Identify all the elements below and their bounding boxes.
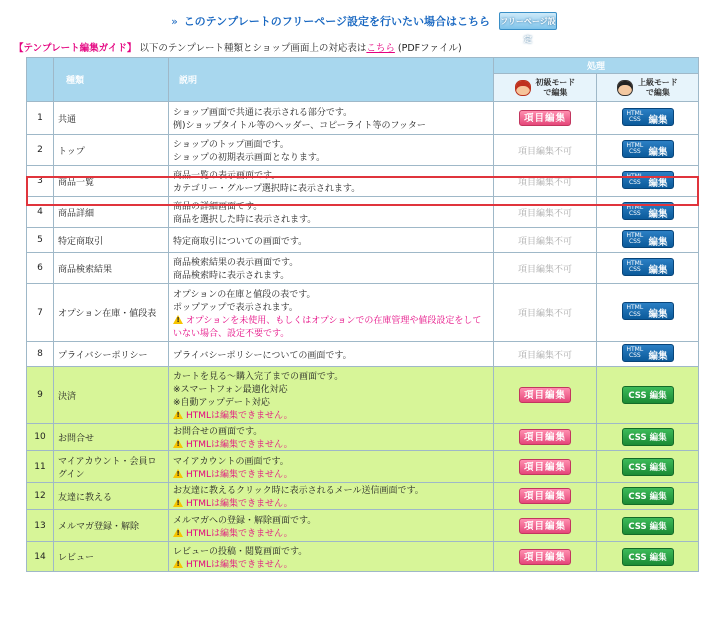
row-type: 商品一覧 — [54, 166, 169, 197]
row-desc-line: 特定商取引についての画面です。 — [173, 236, 308, 247]
row-number: 1 — [27, 102, 54, 135]
row-warning: !HTMLは編集できません。 — [173, 437, 489, 450]
basic-mode-cell — [494, 542, 597, 572]
css-edit-button[interactable]: CSS 編集 — [622, 386, 674, 404]
row-number: 3 — [27, 166, 54, 197]
beginner-avatar-icon — [515, 80, 531, 96]
advanced-mode-cell — [597, 342, 699, 367]
row-description — [169, 253, 494, 284]
row-number: 2 — [27, 135, 54, 166]
table-row — [27, 166, 699, 197]
basic-mode-cell — [494, 135, 597, 166]
row-type: トップ — [54, 135, 169, 166]
html-css-edit-button[interactable]: HTML CSS 編集 — [622, 302, 674, 320]
row-description — [169, 451, 494, 483]
advanced-mode-cell — [597, 451, 699, 483]
warning-icon — [173, 315, 183, 324]
row-number: 8 — [27, 342, 54, 367]
item-edit-button[interactable]: 項目編集 — [519, 387, 571, 403]
advanced-mode-cell — [597, 483, 699, 510]
row-desc-line: ショップの初期表示画面となります。 — [173, 153, 326, 163]
table-row — [27, 542, 699, 572]
basic-mode-cell — [494, 510, 597, 542]
row-number: 6 — [27, 253, 54, 284]
row-number: 4 — [27, 197, 54, 228]
table-row — [27, 135, 699, 166]
row-desc-line: メルマガへの登録・解除画面です。 — [173, 515, 317, 526]
advanced-mode-cell — [597, 284, 699, 342]
row-desc-line: お友達に教えるクリック時に表示されるメール送信画面です。 — [173, 486, 424, 496]
row-description — [169, 367, 494, 424]
warning-icon — [173, 439, 183, 448]
warning-icon — [173, 559, 183, 568]
row-desc-line: 商品一覧の表示画面です。 — [173, 171, 281, 181]
table-row — [27, 228, 699, 253]
table-row — [27, 367, 699, 424]
row-description — [169, 342, 494, 367]
item-edit-disabled: 項目編集不可 — [517, 350, 572, 361]
row-desc-line: 例)ショップタイトル等のヘッダー、コピーライト等のフッター — [173, 121, 426, 131]
header-desc: 説明 — [169, 58, 494, 102]
row-number: 11 — [27, 451, 54, 483]
row-desc-line: お問合せの画面です。 — [173, 427, 263, 437]
row-type: レビュー — [54, 542, 169, 572]
guide-pdf-link[interactable]: こちら — [366, 43, 395, 54]
row-type: プライバシーポリシー — [54, 342, 169, 367]
header-num — [27, 58, 54, 102]
row-desc-line: 商品検索結果の表示画面です。 — [173, 258, 299, 268]
basic-mode-cell — [494, 451, 597, 483]
row-desc-line: カテゴリー・グループ選択時に表示されます。 — [173, 184, 361, 194]
html-css-edit-button[interactable]: HTML CSS 編集 — [622, 202, 674, 220]
basic-mode-cell — [494, 424, 597, 451]
item-edit-disabled: 項目編集不可 — [517, 309, 572, 319]
table-row — [27, 424, 699, 451]
row-desc-line: プライバシーポリシーについての画面です。 — [173, 350, 352, 361]
row-type: 共通 — [54, 102, 169, 135]
table-row — [27, 102, 699, 135]
basic-mode-cell — [494, 284, 597, 342]
row-description — [169, 197, 494, 228]
item-edit-button[interactable]: 項目編集 — [519, 429, 571, 445]
row-type: 友達に教える — [54, 483, 169, 510]
row-type: 商品検索結果 — [54, 253, 169, 284]
row-desc-line: ポップアップで表示されます。 — [173, 302, 298, 313]
item-edit-disabled: 項目編集不可 — [517, 146, 572, 157]
row-number: 14 — [27, 542, 54, 572]
row-desc-line: ※スマートフォン最適化対応 — [173, 385, 288, 395]
row-desc-line: ※自動アップデート対応 — [173, 398, 270, 408]
row-number: 12 — [27, 483, 54, 510]
row-desc-line: ショップ画面で共通に表示される部分です。 — [173, 108, 353, 118]
table-row — [27, 483, 699, 510]
css-edit-button[interactable]: CSS 編集 — [622, 517, 674, 535]
item-edit-disabled: 項目編集不可 — [517, 264, 572, 275]
row-type: 商品詳細 — [54, 197, 169, 228]
template-table — [26, 57, 699, 572]
basic-mode-cell — [494, 102, 597, 135]
row-warning: !HTMLは編集できません。 — [173, 557, 489, 570]
row-type: 特定商取引 — [54, 228, 169, 253]
row-desc-line: カートを見る～購入完了までの画面です。 — [173, 372, 344, 382]
header-type: 種類 — [54, 58, 169, 102]
row-number: 5 — [27, 228, 54, 253]
advanced-mode-cell — [597, 197, 699, 228]
advanced-mode-cell — [597, 228, 699, 253]
advanced-mode-cell — [597, 102, 699, 135]
row-number: 9 — [27, 367, 54, 424]
row-type: 決済 — [54, 367, 169, 424]
template-guide — [14, 40, 462, 54]
html-css-edit-button[interactable]: HTML CSS 編集 — [622, 171, 674, 189]
item-edit-disabled: 項目編集不可 — [517, 208, 572, 219]
row-description — [169, 284, 494, 342]
table-row — [27, 451, 699, 483]
basic-mode-cell — [494, 197, 597, 228]
row-type: メルマガ登録・解除 — [54, 510, 169, 542]
table-row — [27, 510, 699, 542]
row-type: マイアカウント・会員ログイン — [54, 451, 169, 483]
row-description — [169, 102, 494, 135]
warning-icon — [173, 498, 183, 507]
table-row — [27, 253, 699, 284]
row-warning: !HTMLは編集できません。 — [173, 408, 489, 421]
advanced-mode-cell — [597, 542, 699, 572]
row-description — [169, 135, 494, 166]
row-desc-line: マイアカウントの画面です。 — [173, 456, 289, 467]
row-description — [169, 542, 494, 572]
item-edit-button[interactable]: 項目編集 — [519, 549, 571, 565]
basic-mode-cell — [494, 342, 597, 367]
item-edit-button[interactable]: 項目編集 — [519, 488, 571, 504]
free-page-bar — [0, 12, 728, 44]
basic-mode-cell — [494, 253, 597, 284]
row-number: 10 — [27, 424, 54, 451]
row-warning: !オプションを未使用、もしくはオプションでの在庫管理や値段設定をしていない場合、設定不要です。 — [173, 313, 489, 339]
warning-icon — [173, 528, 183, 537]
item-edit-button[interactable]: 項目編集 — [519, 518, 571, 534]
html-css-edit-button[interactable]: HTML CSS 編集 — [622, 258, 674, 276]
row-description — [169, 228, 494, 253]
row-number: 13 — [27, 510, 54, 542]
row-warning: !HTMLは編集できません。 — [173, 496, 489, 509]
row-description — [169, 424, 494, 451]
advanced-mode-cell — [597, 166, 699, 197]
item-edit-button[interactable]: 項目編集 — [519, 459, 571, 475]
row-number: 7 — [27, 284, 54, 342]
guide-text: 以下のテンプレート種類とショップ画面上の対応表は — [139, 43, 367, 54]
row-desc-line: 商品を選択した時に表示されます。 — [173, 215, 317, 225]
html-css-edit-button[interactable]: HTML CSS 編集 — [622, 140, 674, 158]
basic-mode-cell — [494, 483, 597, 510]
header-process: 処理 — [494, 58, 699, 74]
css-edit-button[interactable]: CSS 編集 — [622, 487, 674, 505]
free-page-settings-button[interactable]: フリーページ設定 — [499, 12, 557, 30]
row-type: オプション在庫・値段表 — [54, 284, 169, 342]
basic-mode-cell — [494, 367, 597, 424]
row-type: お問合せ — [54, 424, 169, 451]
css-edit-button[interactable]: CSS 編集 — [622, 548, 674, 566]
basic-mode-cell — [494, 228, 597, 253]
item-edit-disabled: 項目編集不可 — [517, 177, 572, 188]
table-row — [27, 284, 699, 342]
table-row — [27, 197, 699, 228]
chevron-right-icon: » — [171, 14, 178, 28]
row-desc-line: 商品の詳細画面です。 — [173, 202, 263, 212]
html-css-edit-button[interactable]: HTML CSS 編集 — [622, 108, 674, 126]
advanced-mode-cell — [597, 510, 699, 542]
guide-tag: 【テンプレート編集ガイド】 — [14, 43, 137, 54]
css-edit-button[interactable]: CSS 編集 — [622, 428, 674, 446]
advanced-mode-cell — [597, 253, 699, 284]
warning-icon — [173, 469, 183, 478]
table-row — [27, 342, 699, 367]
item-edit-disabled: 項目編集不可 — [517, 236, 572, 247]
row-warning: !HTMLは編集できません。 — [173, 467, 489, 480]
advanced-mode-cell — [597, 367, 699, 424]
css-edit-button[interactable]: CSS 編集 — [622, 458, 674, 476]
guide-suffix: (PDFファイル) — [397, 43, 462, 54]
header-advanced-mode: 上級モード で編集 — [597, 74, 699, 102]
advanced-mode-cell — [597, 135, 699, 166]
basic-mode-cell — [494, 166, 597, 197]
row-desc-line: レビューの投稿・閲覧画面です。 — [173, 546, 308, 557]
row-description — [169, 166, 494, 197]
html-css-edit-button[interactable]: HTML CSS 編集 — [622, 344, 674, 362]
row-warning: !HTMLは編集できません。 — [173, 526, 489, 539]
item-edit-button[interactable]: 項目編集 — [519, 110, 571, 126]
row-description — [169, 510, 494, 542]
warning-icon — [173, 410, 183, 419]
advanced-mode-cell — [597, 424, 699, 451]
free-page-link[interactable]: このテンプレートのフリーページ設定を行いたい場合はこちら — [183, 15, 491, 28]
row-description — [169, 483, 494, 510]
advanced-avatar-icon — [617, 80, 633, 96]
row-desc-line: ショップのトップ画面です。 — [173, 140, 289, 150]
html-css-edit-button[interactable]: HTML CSS 編集 — [622, 230, 674, 248]
row-desc-line: オプションの在庫と値段の表です。 — [173, 289, 316, 300]
row-desc-line: 商品検索時に表示されます。 — [173, 271, 290, 281]
header-basic-mode: 初級モード で編集 — [494, 74, 597, 102]
